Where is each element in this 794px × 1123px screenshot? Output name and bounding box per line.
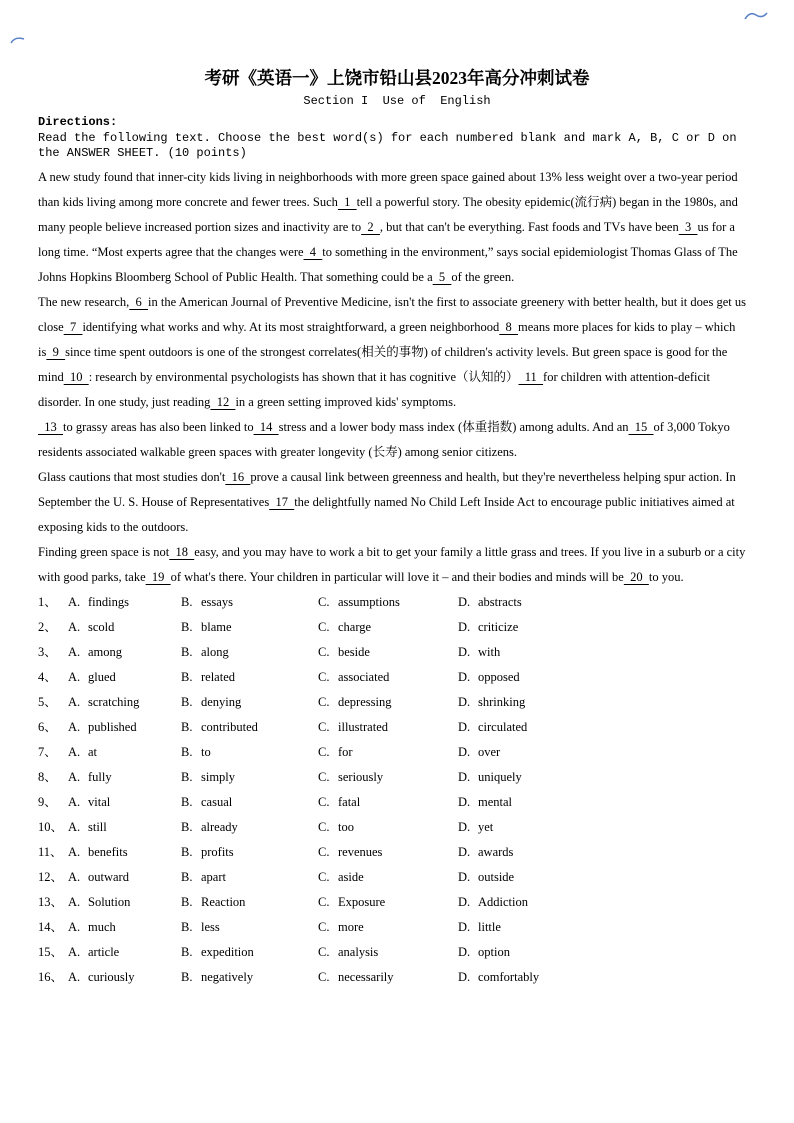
option-d-text: with: [478, 644, 501, 659]
option-d: [458, 865, 756, 890]
option-c-label: C.: [318, 719, 330, 734]
option-a-label: A.: [68, 894, 81, 909]
option-c-label: C.: [318, 919, 330, 934]
option-c: [318, 615, 458, 640]
cloze-blank-4: 4: [303, 244, 323, 259]
cloze-blank-8: 8: [499, 319, 519, 334]
option-b-text: to: [201, 744, 211, 759]
cloze-blank-20: 20: [623, 569, 649, 584]
passage-paragraph-4: Glass cautions that most studies don't 16 prove a causal link between greenness and health, but they're nevertheless helping spur action. In September the U. S. House of Representatives 17 the delightfully named No Child Left Inside Act to encourage public initiatives aimed at exposing kids to the outdoors.: [38, 469, 736, 534]
question-number: 1、: [38, 594, 57, 609]
option-b-text: already: [201, 819, 238, 834]
option-a-label: A.: [68, 644, 81, 659]
option-a-label: A.: [68, 869, 81, 884]
option-b-label: B.: [181, 619, 193, 634]
option-d: [458, 915, 756, 940]
option-c: [318, 765, 458, 790]
question-number: 14、: [38, 919, 64, 934]
option-a-text: at: [88, 744, 98, 759]
passage-paragraph-3: 13 to grassy areas has also been linked to 14 stress and a lower body mass index (体重指数) among adults. And an 15 of 3,000 Tokyo residents associated walkable green spaces with greater longevity (长寿) among senior citizens.: [38, 419, 730, 459]
option-c-text: analysis: [338, 944, 379, 959]
option-b-label: B.: [181, 969, 193, 984]
option-d: [458, 890, 756, 915]
passage-paragraph-5: Finding green space is not 18 easy, and you may have to work a bit to get your family a little grass and trees. If you live in a suburb or a city with good parks, take 19 of what's there. Your children in particular will love it – and their bodies and minds will be 20 to you.: [38, 544, 746, 584]
question-row: [38, 615, 756, 640]
option-c: [318, 640, 458, 665]
option-c-label: C.: [318, 844, 330, 859]
option-d-label: D.: [458, 594, 471, 609]
option-c: [318, 815, 458, 840]
option-b-label: B.: [181, 769, 193, 784]
option-c-label: C.: [318, 969, 330, 984]
option-b-text: denying: [201, 694, 242, 709]
option-b-label: B.: [181, 919, 193, 934]
question-number: 4、: [38, 669, 57, 684]
option-b-label: B.: [181, 819, 193, 834]
question-row: [38, 665, 756, 690]
cloze-blank-16: 16: [225, 469, 251, 484]
option-d-text: yet: [478, 819, 494, 834]
option-c-label: C.: [318, 794, 330, 809]
option-b: [181, 590, 318, 615]
option-a-text: outward: [88, 869, 129, 884]
question-number: 13、: [38, 894, 64, 909]
option-d-label: D.: [458, 969, 471, 984]
option-d-label: D.: [458, 744, 471, 759]
cloze-blank-12: 12: [210, 394, 236, 409]
option-a: [68, 890, 181, 915]
option-a-label: A.: [68, 694, 81, 709]
option-a: [68, 590, 181, 615]
option-b-label: B.: [181, 644, 193, 659]
question-row: [38, 915, 756, 940]
option-d-label: D.: [458, 919, 471, 934]
option-c-label: C.: [318, 869, 330, 884]
page-title: 考研《英语一》上饶市铅山县2023年高分冲刺试卷: [204, 68, 590, 88]
cloze-blank-17: 17: [269, 494, 295, 509]
question-number: 6、: [38, 719, 57, 734]
cloze-blank-3: 3: [678, 219, 698, 234]
option-d: [458, 590, 756, 615]
question-number: 16、: [38, 969, 64, 984]
option-b-text: expedition: [201, 944, 254, 959]
cloze-blank-2: 2: [361, 219, 380, 234]
option-a-label: A.: [68, 744, 81, 759]
option-b: [181, 690, 318, 715]
cloze-blank-11: 11: [518, 369, 544, 384]
option-d-label: D.: [458, 669, 471, 684]
option-c-label: C.: [318, 619, 330, 634]
option-d-label: D.: [458, 894, 471, 909]
option-a-label: A.: [68, 944, 81, 959]
option-a: [68, 965, 181, 990]
option-b: [181, 865, 318, 890]
option-b-text: blame: [201, 619, 232, 634]
option-b: [181, 790, 318, 815]
option-c: [318, 740, 458, 765]
option-a-label: A.: [68, 719, 81, 734]
option-a-text: glued: [88, 669, 116, 684]
option-c-label: C.: [318, 744, 330, 759]
question-number: 10、: [38, 819, 64, 834]
option-a-label: A.: [68, 919, 81, 934]
option-c: [318, 965, 458, 990]
option-d-text: Addiction: [478, 894, 528, 909]
option-b: [181, 815, 318, 840]
option-c-label: C.: [318, 819, 330, 834]
option-b: [181, 665, 318, 690]
option-d-label: D.: [458, 619, 471, 634]
option-c: [318, 715, 458, 740]
question-number: 7、: [38, 744, 57, 759]
option-a-text: article: [88, 944, 120, 959]
option-a-label: A.: [68, 819, 81, 834]
question-list: [38, 590, 756, 990]
option-c-label: C.: [318, 694, 330, 709]
option-a: [68, 765, 181, 790]
option-b: [181, 890, 318, 915]
option-a-text: vital: [88, 794, 111, 809]
option-d-label: D.: [458, 644, 471, 659]
option-d: [458, 665, 756, 690]
option-b-label: B.: [181, 719, 193, 734]
option-b-label: B.: [181, 669, 193, 684]
option-b-text: negatively: [201, 969, 254, 984]
option-d-label: D.: [458, 869, 471, 884]
cloze-blank-15: 15: [628, 419, 654, 434]
option-c-text: assumptions: [338, 594, 400, 609]
option-d: [458, 640, 756, 665]
option-a-text: scold: [88, 619, 115, 634]
option-a: [68, 865, 181, 890]
question-row: [38, 940, 756, 965]
cloze-blank-14: 14: [253, 419, 279, 434]
option-d: [458, 790, 756, 815]
question-row: [38, 765, 756, 790]
option-a: [68, 665, 181, 690]
option-b: [181, 640, 318, 665]
option-a: [68, 940, 181, 965]
option-d-text: opposed: [478, 669, 520, 684]
option-b-text: apart: [201, 869, 226, 884]
question-row: [38, 715, 756, 740]
directions: [38, 115, 756, 162]
option-d: [458, 815, 756, 840]
option-b: [181, 940, 318, 965]
option-a: [68, 740, 181, 765]
cloze-blank-5: 5: [432, 269, 452, 284]
option-c-text: more: [338, 919, 364, 934]
option-b-label: B.: [181, 744, 193, 759]
option-d-text: criticize: [478, 619, 519, 634]
question-row: [38, 965, 756, 990]
ink-artifact-left: [10, 35, 25, 46]
option-d: [458, 740, 756, 765]
option-b-label: B.: [181, 869, 193, 884]
option-c-text: charge: [338, 619, 372, 634]
option-c: [318, 915, 458, 940]
question-row: [38, 790, 756, 815]
cloze-blank-6: 6: [129, 294, 149, 309]
option-b-text: contributed: [201, 719, 258, 734]
option-a-text: curiously: [88, 969, 135, 984]
option-d: [458, 840, 756, 865]
question-number: 8、: [38, 769, 57, 784]
option-a: [68, 790, 181, 815]
option-b-label: B.: [181, 894, 193, 909]
option-c: [318, 665, 458, 690]
option-d: [458, 940, 756, 965]
cloze-blank-1: 1: [337, 194, 357, 209]
option-b-text: simply: [201, 769, 236, 784]
option-a-label: A.: [68, 794, 81, 809]
option-c-label: C.: [318, 894, 330, 909]
passage-paragraph-2: The new research, 6 in the American Journal of Preventive Medicine, isn't the first to associate greenery with better health, but it does get us close 7 identifying what works and why. At its most straightforward, a green neighborhood 8 means more places for kids to play – which is 9 since time spent outdoors is one of the strongest correlates(相关的事物) of children's activity levels. But green space is good for the mind 10 : research by environmental psychologists has shown that it has cognitive（认知的） 11 for children with attention-deficit disorder. In one study, just reading 12 in a green setting improved kids' symptoms.: [38, 294, 746, 409]
option-c: [318, 865, 458, 890]
option-d: [458, 965, 756, 990]
option-b: [181, 715, 318, 740]
option-c: [318, 940, 458, 965]
option-c-text: associated: [338, 669, 390, 684]
option-b-label: B.: [181, 594, 193, 609]
option-d: [458, 765, 756, 790]
option-b-label: B.: [181, 944, 193, 959]
option-a-label: A.: [68, 969, 81, 984]
option-a: [68, 815, 181, 840]
option-d-text: option: [478, 944, 510, 959]
option-b-label: B.: [181, 794, 193, 809]
option-d-text: abstracts: [478, 594, 522, 609]
option-b: [181, 765, 318, 790]
option-b-text: casual: [201, 794, 233, 809]
section-heading: Section I Use of English: [303, 94, 491, 108]
option-a-text: benefits: [88, 844, 128, 859]
option-a: [68, 690, 181, 715]
option-b-label: B.: [181, 694, 193, 709]
option-b-text: Reaction: [201, 894, 246, 909]
option-d-text: mental: [478, 794, 513, 809]
question-row: [38, 590, 756, 615]
option-c-text: fatal: [338, 794, 361, 809]
option-c: [318, 840, 458, 865]
question-row: [38, 840, 756, 865]
option-d-text: over: [478, 744, 501, 759]
question-row: [38, 865, 756, 890]
option-b: [181, 965, 318, 990]
passage: [38, 165, 756, 590]
option-b: [181, 615, 318, 640]
option-c-label: C.: [318, 594, 330, 609]
question-row: [38, 690, 756, 715]
option-c-label: C.: [318, 644, 330, 659]
option-a-label: A.: [68, 619, 81, 634]
option-a: [68, 915, 181, 940]
option-d-text: circulated: [478, 719, 528, 734]
option-a-text: findings: [88, 594, 129, 609]
question-row: [38, 815, 756, 840]
option-d: [458, 715, 756, 740]
option-d-text: outside: [478, 869, 515, 884]
question-number: 15、: [38, 944, 64, 959]
option-d-text: awards: [478, 844, 514, 859]
option-d-label: D.: [458, 794, 471, 809]
option-b-text: along: [201, 644, 229, 659]
question-row: [38, 640, 756, 665]
option-b: [181, 915, 318, 940]
option-d-text: little: [478, 919, 501, 934]
option-b-text: profits: [201, 844, 234, 859]
cloze-blank-7: 7: [63, 319, 83, 334]
option-a-text: fully: [88, 769, 112, 784]
option-a: [68, 840, 181, 865]
option-a-label: A.: [68, 769, 81, 784]
option-b: [181, 740, 318, 765]
option-c-text: Exposure: [338, 894, 386, 909]
option-d-label: D.: [458, 844, 471, 859]
option-a-text: still: [88, 819, 107, 834]
question-number: 11、: [38, 844, 63, 859]
option-c-label: C.: [318, 669, 330, 684]
option-c: [318, 890, 458, 915]
question-row: [38, 740, 756, 765]
option-a-label: A.: [68, 669, 81, 684]
option-d-label: D.: [458, 719, 471, 734]
option-d-label: D.: [458, 694, 471, 709]
question-row: [38, 890, 756, 915]
option-d-text: uniquely: [478, 769, 522, 784]
question-number: 12、: [38, 869, 64, 884]
option-c-text: depressing: [338, 694, 392, 709]
option-c: [318, 790, 458, 815]
option-c-text: illustrated: [338, 719, 388, 734]
option-b-label: B.: [181, 844, 193, 859]
ink-artifact-top-right: [744, 9, 768, 22]
option-c-text: necessarily: [338, 969, 394, 984]
option-a: [68, 715, 181, 740]
option-c-text: seriously: [338, 769, 384, 784]
cloze-blank-13: 13: [38, 419, 63, 434]
option-a: [68, 615, 181, 640]
option-d-text: shrinking: [478, 694, 526, 709]
option-c-text: revenues: [338, 844, 383, 859]
option-c-text: for: [338, 744, 353, 759]
option-d-text: comfortably: [478, 969, 540, 984]
option-a: [68, 640, 181, 665]
option-a-text: much: [88, 919, 116, 934]
question-number: 9、: [38, 794, 57, 809]
option-a-text: Solution: [88, 894, 131, 909]
option-c-text: aside: [338, 869, 364, 884]
cloze-blank-10: 10: [63, 369, 89, 384]
question-number: 3、: [38, 644, 57, 659]
question-number: 5、: [38, 694, 57, 709]
option-c-label: C.: [318, 944, 330, 959]
option-b-text: essays: [201, 594, 233, 609]
cloze-blank-18: 18: [169, 544, 195, 559]
option-c-label: C.: [318, 769, 330, 784]
passage-paragraph-1: A new study found that inner-city kids living in neighborhoods with more green space gained about 13% less weight over a two-year period than kids living among more concrete and fewer trees. Such 1 tell a powerful story. The obesity epidemic(流行病) began in the 1980s, and many people believe increased portion sizes and inactivity are to 2 , but that can't be everything. Fast foods and TVs have been 3 us for a long time. “Most experts agree that the changes were 4 to something in the environment,” says social epidemiologist Thomas Glass of The Johns Hopkins Bloomberg School of Public Health. That something could be a 5 of the green.: [38, 169, 738, 284]
option-a-text: scratching: [88, 694, 140, 709]
cloze-blank-9: 9: [46, 344, 66, 359]
directions-label: Directions:: [38, 115, 118, 129]
option-c: [318, 590, 458, 615]
option-a-label: A.: [68, 844, 81, 859]
option-d-label: D.: [458, 944, 471, 959]
option-a-text: among: [88, 644, 123, 659]
option-c: [318, 690, 458, 715]
option-d-label: D.: [458, 819, 471, 834]
option-c-text: too: [338, 819, 354, 834]
option-d: [458, 615, 756, 640]
option-d: [458, 690, 756, 715]
option-b-text: less: [201, 919, 220, 934]
option-b-text: related: [201, 669, 236, 684]
option-c-text: beside: [338, 644, 370, 659]
option-a-text: published: [88, 719, 137, 734]
option-d-label: D.: [458, 769, 471, 784]
question-number: 2、: [38, 619, 57, 634]
option-b: [181, 840, 318, 865]
option-a-label: A.: [68, 594, 81, 609]
directions-text: Read the following text. Choose the best word(s) for each numbered blank and mark A, B, C or D on the ANSWER SHEET. (10 points): [38, 130, 737, 160]
cloze-blank-19: 19: [145, 569, 171, 584]
